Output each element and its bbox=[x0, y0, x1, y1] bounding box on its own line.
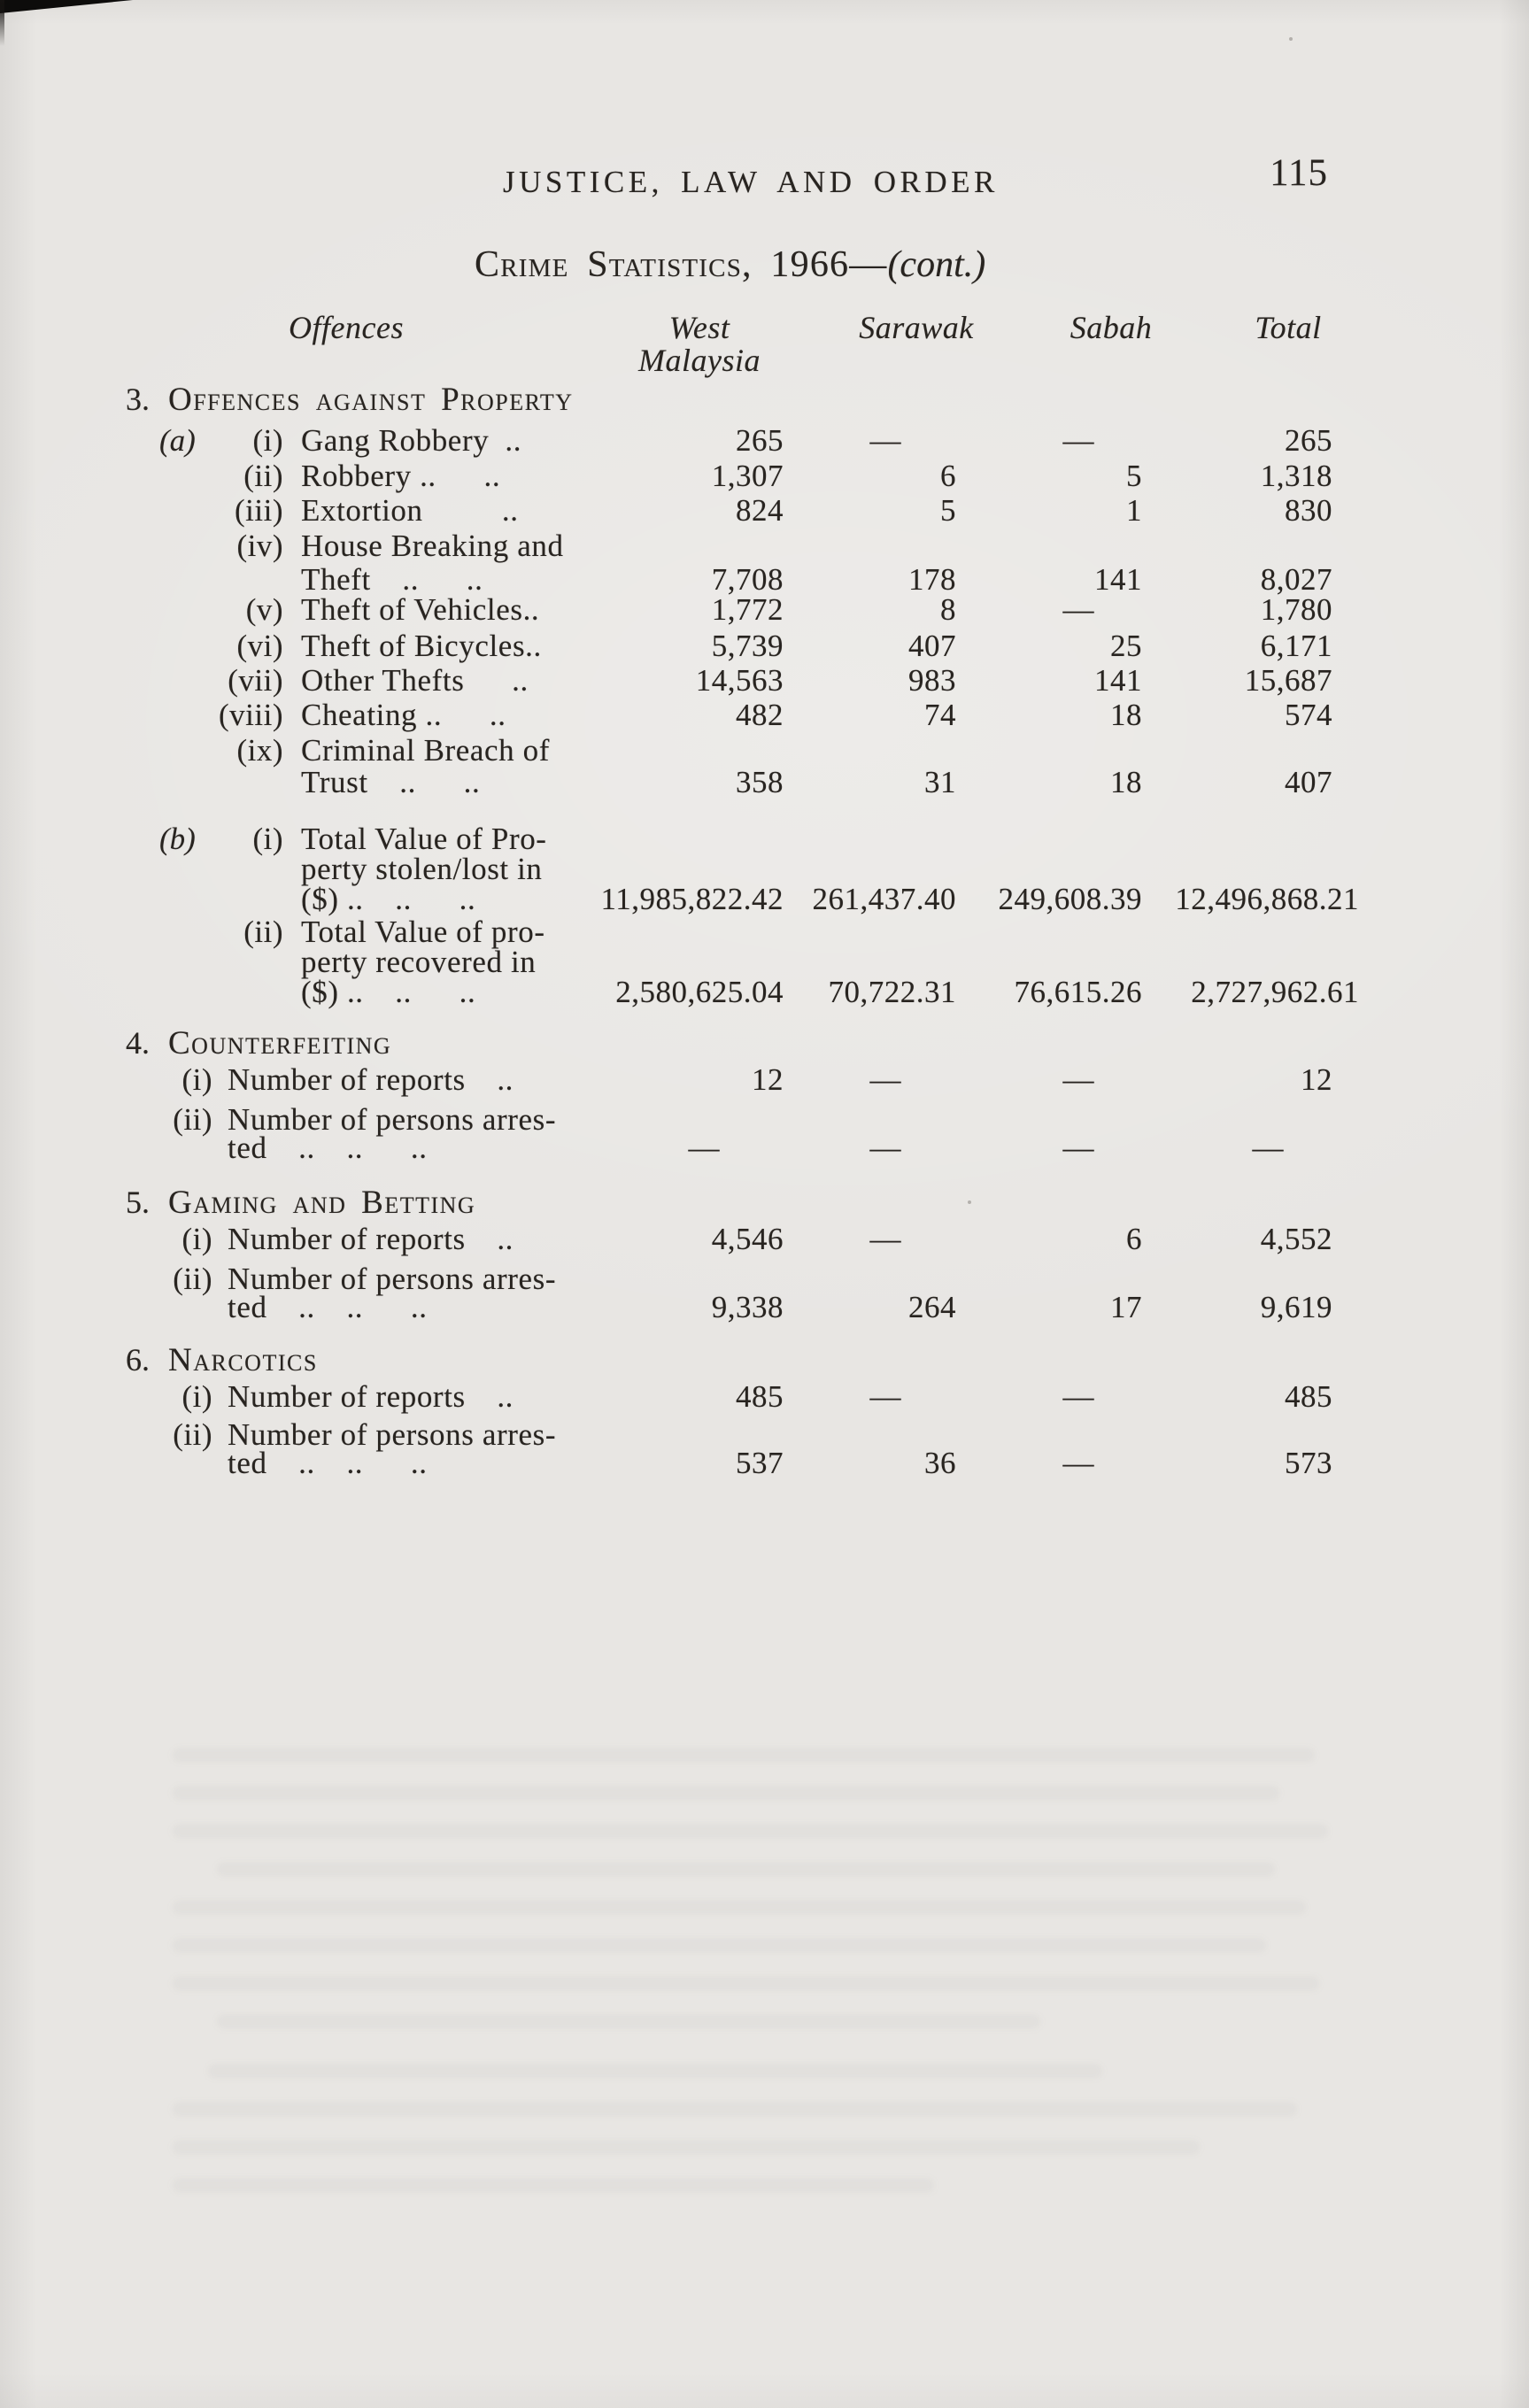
value-cell-sarawak: 983 bbox=[908, 663, 956, 698]
value-cell-sabah: 18 bbox=[1110, 765, 1142, 799]
value-cell-west-malaysia: 485 bbox=[736, 1379, 784, 1414]
row-numeral: (ix) bbox=[236, 733, 283, 768]
value-cell-total: 2,727,962.61 bbox=[1191, 975, 1359, 1009]
value-cell-total: 9,619 bbox=[1260, 1290, 1332, 1324]
row-numeral: (vii) bbox=[228, 663, 283, 698]
ghost-text-line bbox=[217, 1863, 1275, 1876]
ghost-text-line bbox=[173, 1787, 1279, 1800]
value-cell-sarawak: 6 bbox=[940, 459, 956, 493]
ghost-text-line bbox=[173, 2141, 1200, 2154]
ghost-text-line bbox=[173, 1977, 1319, 1990]
value-cell-sarawak: 74 bbox=[924, 698, 956, 732]
value-cell-west-malaysia: 265 bbox=[736, 423, 784, 458]
section-heading: Offences against Property bbox=[168, 382, 574, 418]
nil-dash-sabah: — bbox=[1062, 1131, 1094, 1165]
value-cell-sarawak: 36 bbox=[924, 1446, 956, 1480]
offence-label-line: perty recovered in bbox=[301, 945, 537, 979]
value-cell-total: 485 bbox=[1285, 1379, 1332, 1414]
offence-label-line: Other Thefts .. bbox=[301, 663, 529, 698]
value-cell-west-malaysia: 824 bbox=[736, 493, 784, 528]
offence-label-line: Gang Robbery .. bbox=[301, 423, 522, 458]
offence-label-line: Number of persons arres- bbox=[228, 1262, 557, 1296]
value-cell-total: 6,171 bbox=[1260, 629, 1332, 663]
nil-dash-west-malaysia: — bbox=[688, 1131, 720, 1165]
offence-label-line: Theft .. .. bbox=[301, 562, 483, 597]
nil-dash-sabah: — bbox=[1062, 1062, 1094, 1097]
value-cell-total: 12,496,868.21 bbox=[1175, 882, 1359, 916]
page-number: 115 bbox=[1270, 152, 1328, 194]
value-cell-sabah: 141 bbox=[1094, 562, 1142, 597]
ghost-text-line bbox=[208, 2065, 1102, 2078]
value-cell-sarawak: 264 bbox=[908, 1290, 956, 1324]
section-heading: Counterfeiting bbox=[168, 1025, 392, 1061]
ghost-text-line bbox=[173, 2179, 934, 2192]
offence-label-line: Cheating .. .. bbox=[301, 698, 506, 732]
row-paragraph-marker: (a) bbox=[159, 423, 196, 458]
value-cell-west-malaysia: 1,307 bbox=[711, 459, 784, 493]
value-cell-total: 4,552 bbox=[1260, 1222, 1332, 1256]
value-cell-total: 265 bbox=[1285, 423, 1332, 458]
value-cell-west-malaysia: 7,708 bbox=[711, 562, 784, 597]
row-numeral: (ii) bbox=[173, 1417, 212, 1452]
paper-speck bbox=[1289, 37, 1293, 41]
row-numeral: (i) bbox=[181, 1222, 212, 1256]
value-cell-sarawak: 178 bbox=[908, 562, 956, 597]
value-cell-west-malaysia: 2,580,625.04 bbox=[615, 975, 784, 1009]
value-cell-sabah: 249,608.39 bbox=[998, 882, 1142, 916]
section-number: 4. bbox=[126, 1025, 150, 1061]
row-numeral: (i) bbox=[181, 1062, 212, 1097]
ghost-text-line bbox=[173, 2103, 1297, 2116]
paper-speck bbox=[968, 1200, 971, 1204]
offence-label-line: Number of reports .. bbox=[228, 1379, 514, 1414]
value-cell-sabah: 76,615.26 bbox=[1014, 975, 1142, 1009]
nil-dash-sarawak: — bbox=[869, 1062, 901, 1097]
value-cell-total: 8,027 bbox=[1260, 562, 1332, 597]
column-header-malaysia: Malaysia bbox=[638, 343, 761, 378]
offence-label-line: House Breaking and bbox=[301, 529, 564, 563]
value-cell-west-malaysia: 482 bbox=[736, 698, 784, 732]
table-title bbox=[475, 246, 985, 283]
row-numeral: (ii) bbox=[173, 1102, 212, 1137]
row-numeral: (i) bbox=[252, 822, 283, 856]
value-cell-sarawak: 70,722.31 bbox=[828, 975, 956, 1009]
column-header-sabah: Sabah bbox=[1070, 310, 1153, 345]
value-cell-west-malaysia: 14,563 bbox=[695, 663, 784, 698]
column-header-west: West bbox=[668, 310, 730, 345]
value-cell-sarawak: 8 bbox=[940, 592, 956, 627]
nil-dash-sarawak: — bbox=[869, 1222, 901, 1256]
column-header-sarawak: Sarawak bbox=[859, 310, 974, 345]
section-heading: Gaming and Betting bbox=[168, 1185, 476, 1221]
section-heading: Narcotics bbox=[168, 1342, 318, 1378]
value-cell-west-malaysia: 537 bbox=[736, 1446, 784, 1480]
offence-label-line: Robbery .. .. bbox=[301, 459, 501, 493]
ghost-text-line bbox=[173, 1825, 1328, 1838]
offence-label-line: Total Value of Pro- bbox=[301, 822, 547, 856]
row-numeral: (iv) bbox=[236, 529, 283, 563]
offence-label-line: Trust .. .. bbox=[301, 765, 481, 799]
scan-edge-shadow bbox=[0, 0, 4, 46]
section-number: 6. bbox=[126, 1342, 150, 1378]
row-numeral: (viii) bbox=[219, 698, 283, 732]
ghost-text-line bbox=[173, 1939, 1266, 1952]
value-cell-sabah: 141 bbox=[1094, 663, 1142, 698]
offence-label-line: Total Value of pro- bbox=[301, 915, 545, 949]
row-numeral: (i) bbox=[252, 423, 283, 458]
offence-label-line: ($) .. .. .. bbox=[301, 882, 476, 916]
offence-label-line: Number of persons arres- bbox=[228, 1102, 557, 1137]
offence-label-line: perty stolen/lost in bbox=[301, 852, 543, 886]
value-cell-sabah: 17 bbox=[1110, 1290, 1142, 1324]
value-cell-west-malaysia: 12 bbox=[752, 1062, 784, 1097]
nil-dash-sarawak: — bbox=[869, 1131, 901, 1165]
value-cell-sabah: 1 bbox=[1126, 493, 1142, 528]
value-cell-west-malaysia: 4,546 bbox=[711, 1222, 784, 1256]
column-header-total: Total bbox=[1255, 310, 1322, 345]
column-header-offences: Offences bbox=[289, 310, 404, 345]
value-cell-west-malaysia: 5,739 bbox=[711, 629, 784, 663]
offence-label-line: Theft of Bicycles.. bbox=[301, 629, 542, 663]
offence-label-line: ted .. .. .. bbox=[228, 1446, 428, 1480]
offence-label-line: Number of reports .. bbox=[228, 1062, 514, 1097]
value-cell-total: 574 bbox=[1285, 698, 1332, 732]
value-cell-sarawak: 31 bbox=[924, 765, 956, 799]
nil-dash-sarawak: — bbox=[869, 423, 901, 458]
value-cell-sarawak: 261,437.40 bbox=[812, 882, 956, 916]
nil-dash-sabah: — bbox=[1062, 592, 1094, 627]
value-cell-west-malaysia: 11,985,822.42 bbox=[600, 882, 784, 916]
ghost-text-line bbox=[217, 2015, 1040, 2028]
offence-label-line: Number of reports .. bbox=[228, 1222, 514, 1256]
nil-dash-total: — bbox=[1252, 1131, 1284, 1165]
value-cell-sarawak: 5 bbox=[940, 493, 956, 528]
value-cell-total: 573 bbox=[1285, 1446, 1332, 1480]
row-numeral: (i) bbox=[181, 1379, 212, 1414]
value-cell-total: 1,318 bbox=[1260, 459, 1332, 493]
offence-label-line: ted .. .. .. bbox=[228, 1290, 428, 1324]
table-title-cont: (cont.) bbox=[887, 244, 986, 285]
nil-dash-sabah: — bbox=[1062, 1446, 1094, 1480]
row-numeral: (iii) bbox=[235, 493, 283, 528]
offence-label-line: ($) .. .. .. bbox=[301, 975, 476, 1009]
value-cell-total: 15,687 bbox=[1244, 663, 1332, 698]
value-cell-total: 12 bbox=[1301, 1062, 1332, 1097]
value-cell-sabah: 25 bbox=[1110, 629, 1142, 663]
value-cell-sabah: 5 bbox=[1126, 459, 1142, 493]
value-cell-total: 1,780 bbox=[1260, 592, 1332, 627]
offence-label-line: Extortion .. bbox=[301, 493, 519, 528]
offence-label-line: ted .. .. .. bbox=[228, 1131, 428, 1165]
table-title-main: Crime Statistics, 1966— bbox=[475, 244, 888, 285]
running-head: JUSTICE, LAW AND ORDER bbox=[503, 165, 999, 199]
scan-corner-shadow bbox=[0, 0, 133, 13]
offence-label-line: Theft of Vehicles.. bbox=[301, 592, 540, 627]
value-cell-sarawak: 407 bbox=[908, 629, 956, 663]
row-numeral: (ii) bbox=[243, 915, 283, 949]
value-cell-west-malaysia: 1,772 bbox=[711, 592, 784, 627]
value-cell-total: 407 bbox=[1285, 765, 1332, 799]
offence-label-line: Criminal Breach of bbox=[301, 733, 550, 768]
row-numeral: (ii) bbox=[173, 1262, 212, 1296]
value-cell-west-malaysia: 9,338 bbox=[711, 1290, 784, 1324]
value-cell-sabah: 6 bbox=[1126, 1222, 1142, 1256]
row-numeral: (ii) bbox=[243, 459, 283, 493]
nil-dash-sarawak: — bbox=[869, 1379, 901, 1414]
section-number: 5. bbox=[126, 1185, 150, 1220]
ghost-text-line bbox=[173, 1901, 1306, 1914]
nil-dash-sabah: — bbox=[1062, 1379, 1094, 1414]
row-paragraph-marker: (b) bbox=[159, 822, 196, 856]
row-numeral: (vi) bbox=[236, 629, 283, 663]
row-numeral: (v) bbox=[245, 592, 283, 627]
ghost-text-line bbox=[173, 1748, 1315, 1762]
value-cell-total: 830 bbox=[1285, 493, 1332, 528]
value-cell-west-malaysia: 358 bbox=[736, 765, 784, 799]
offence-label-line: Number of persons arres- bbox=[228, 1417, 557, 1452]
section-number: 3. bbox=[126, 382, 150, 417]
value-cell-sabah: 18 bbox=[1110, 698, 1142, 732]
nil-dash-sabah: — bbox=[1062, 423, 1094, 458]
